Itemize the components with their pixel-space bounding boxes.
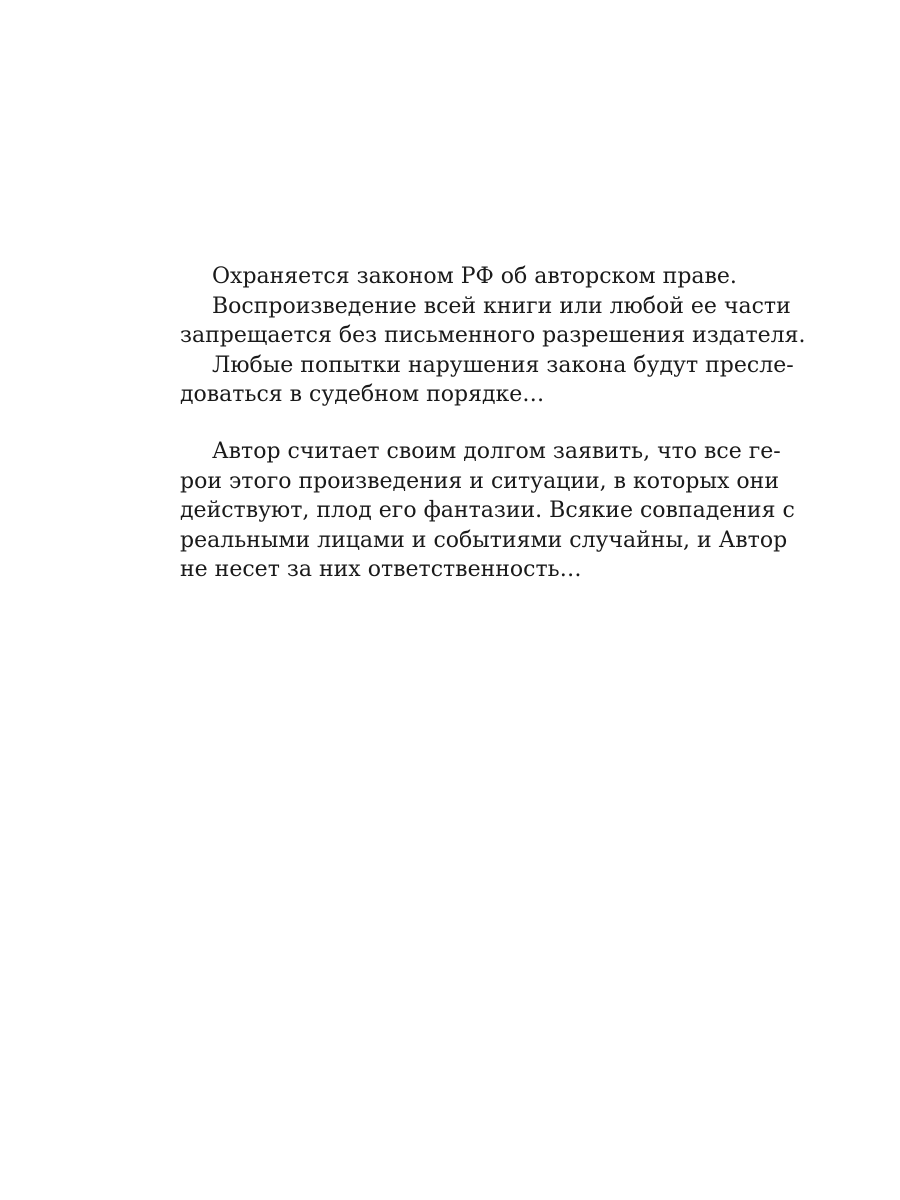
author-disclaimer <box>180 437 795 585</box>
copyright-line: запрещается без письменного разрешения издателя. <box>180 323 806 348</box>
copyright-line: Воспроизведение всей книги или любой ее части <box>212 293 791 319</box>
copyright-line: Любые попытки нарушения закона будут пресле- <box>212 352 794 378</box>
disclaimer-line: рои этого произведения и ситуации, в которых они <box>180 468 779 494</box>
copyright-notice <box>180 262 806 410</box>
disclaimer-line: реальными лицами и событиями случайны, и Автор <box>180 527 788 553</box>
copyright-line: доваться в судебном порядке… <box>180 382 545 407</box>
copyright-line: Охраняется законом РФ об авторском праве. <box>212 264 737 289</box>
disclaimer-line: действуют, плод его фантазии. Всякие совпадения с <box>180 498 795 523</box>
disclaimer-line: не несет за них ответственность… <box>180 557 582 582</box>
disclaimer-line: Автор считает своим долгом заявить, что все ге- <box>212 439 781 464</box>
